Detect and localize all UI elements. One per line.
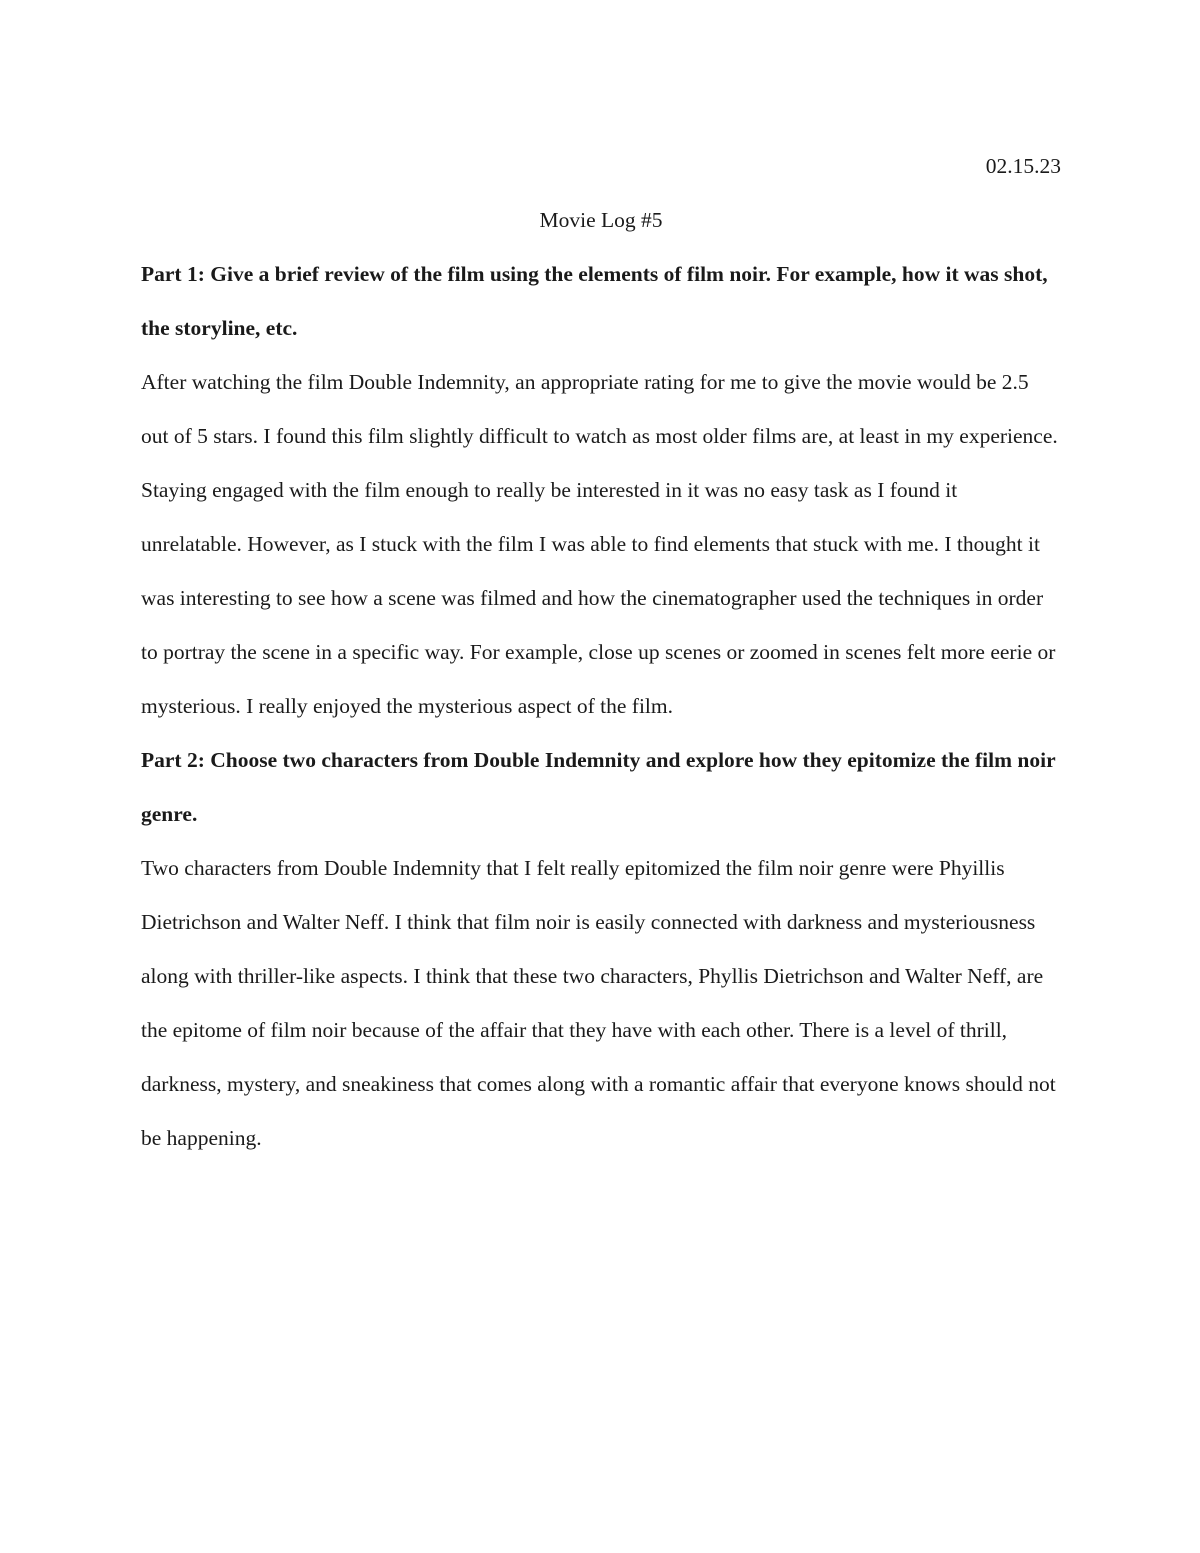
part1-heading: Part 1: Give a brief review of the film using the elements of film noir. For example, how it was shot, the storyline, etc. xyxy=(141,262,1048,340)
part2-body: Two characters from Double Indemnity that I felt really epitomized the film noir genre were Phyillis Dietrichson and Walter Neff. I think that film noir is easily connected with darkness and mysteriousness along with thriller-like aspects. I think that these two characters, Phyllis Dietrichson and Walter Neff, are the epitome of film noir because of the affair that they have with each other. There is a level of thrill, darkness, mystery, and sneakiness that comes along with a romantic affair that everyone knows should not be happening. xyxy=(141,856,1056,1150)
part2-heading: Part 2: Choose two characters from Double Indemnity and explore how they epitomize the film noir genre. xyxy=(141,748,1056,826)
document-date: 02.15.23 xyxy=(985,154,1061,178)
part1-body: After watching the film Double Indemnity, an appropriate rating for me to give the movie would be 2.5 out of 5 stars. I found this film slightly difficult to watch as most older films are, at least in my experience. Staying engaged with the film enough to really be interested in it was no easy task as I found it unrelatable. However, as I stuck with the film I was able to find elements that stuck with me. I thought it was interesting to see how a scene was filmed and how the cinematographer used the techniques in order to portray the scene in a specific way. For example, close up scenes or zoomed in scenes felt more eerie or mysterious. I really enjoyed the mysterious aspect of the film. xyxy=(141,370,1058,718)
document-body xyxy=(141,139,1061,1165)
document-title: Movie Log #5 xyxy=(539,208,663,232)
